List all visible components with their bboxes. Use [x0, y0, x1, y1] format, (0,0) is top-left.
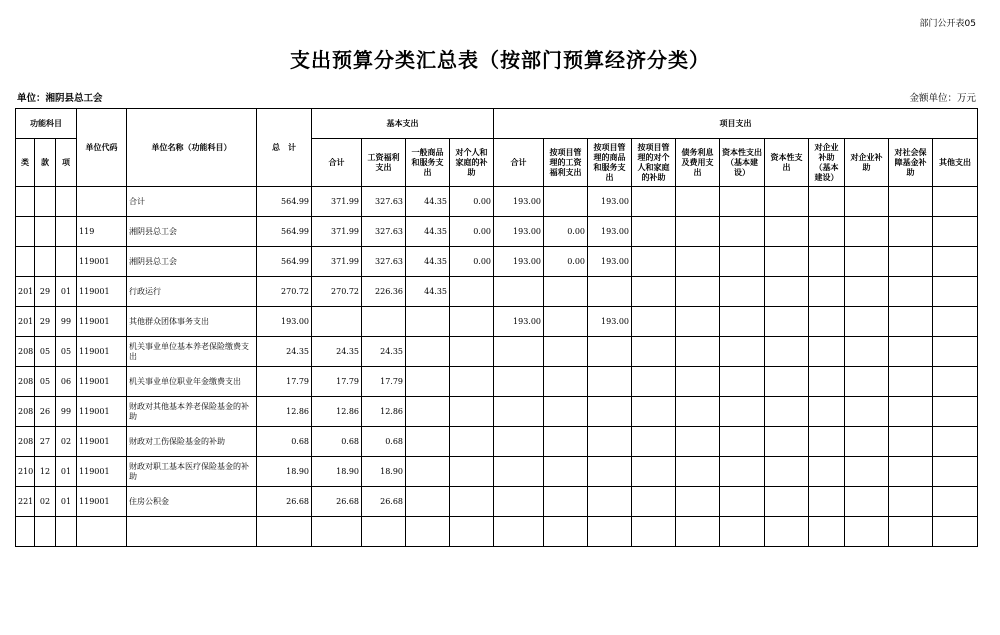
- social-security-cell: [889, 367, 933, 397]
- basic-person-cell: 0.00: [450, 187, 494, 217]
- project-sub-header: 债务利息及费用支出: [676, 139, 720, 187]
- debt-interest-cell: [676, 307, 720, 337]
- debt-interest-cell: [676, 397, 720, 427]
- project-goods-cell: [588, 487, 632, 517]
- xiang-cell: [56, 247, 77, 277]
- unit-name-cell: 其他群众团体事务支出: [127, 307, 257, 337]
- project-total-cell: [494, 367, 544, 397]
- enterprise-infra-cell: [809, 217, 845, 247]
- unit-name-cell: 财政对职工基本医疗保险基金的补助: [127, 457, 257, 487]
- table-row: [16, 187, 978, 217]
- project-sub-header: 对社会保障基金补助: [889, 139, 933, 187]
- basic-wage-cell: 24.35: [362, 337, 406, 367]
- table-row: [16, 217, 978, 247]
- project-person-cell: [632, 427, 676, 457]
- basic-total-cell: 17.79: [312, 367, 362, 397]
- project-wage-cell: 0.00: [544, 247, 588, 277]
- other-cell: [933, 337, 978, 367]
- project-goods-cell: 193.00: [588, 187, 632, 217]
- project-wage-cell: [544, 187, 588, 217]
- basic-total-cell: 371.99: [312, 217, 362, 247]
- lei-cell: 221: [16, 487, 35, 517]
- kuan-cell: 26: [35, 397, 56, 427]
- unit-code-cell: 119001: [77, 247, 127, 277]
- social-security-cell: [889, 337, 933, 367]
- capital-infra-cell: [720, 427, 765, 457]
- table-row: [16, 457, 978, 487]
- basic-expenditure-header: 基本支出: [312, 109, 494, 139]
- debt-interest-cell: [676, 367, 720, 397]
- unit-code-cell: 119001: [77, 487, 127, 517]
- basic-wage-cell: [362, 307, 406, 337]
- basic-total-cell: [312, 307, 362, 337]
- lei-cell: 208: [16, 337, 35, 367]
- amount-unit-label: 金额单位：万元: [909, 93, 976, 104]
- enterprise-infra-cell: [809, 187, 845, 217]
- project-wage-cell: [544, 337, 588, 367]
- basic-total-cell: 12.86: [312, 397, 362, 427]
- unit-name-cell: 湘阴县总工会: [127, 217, 257, 247]
- table-row: [16, 487, 978, 517]
- enterprise-cell: [845, 457, 889, 487]
- social-security-cell: [889, 247, 933, 277]
- project-person-cell: [632, 277, 676, 307]
- project-sub-header: 其他支出: [933, 139, 978, 187]
- capital-infra-cell: [720, 487, 765, 517]
- unit-name-cell: 机关事业单位基本养老保险缴费支出: [127, 337, 257, 367]
- lei-cell: 208: [16, 397, 35, 427]
- project-wage-cell: [544, 487, 588, 517]
- basic-wage-cell: 226.36: [362, 277, 406, 307]
- project-goods-cell: 193.00: [588, 247, 632, 277]
- xiang-cell: 01: [56, 277, 77, 307]
- xiang-cell: 05: [56, 337, 77, 367]
- enterprise-cell: [845, 247, 889, 277]
- other-cell: [933, 397, 978, 427]
- table-row: [16, 397, 978, 427]
- debt-interest-cell: [676, 277, 720, 307]
- unit-code-cell: 119001: [77, 307, 127, 337]
- capital-cell: [765, 307, 809, 337]
- total-cell: 17.79: [257, 367, 312, 397]
- project-goods-cell: 193.00: [588, 307, 632, 337]
- capital-cell: [765, 217, 809, 247]
- basic-person-cell: [450, 277, 494, 307]
- project-goods-cell: [588, 397, 632, 427]
- basic-goods-cell: [406, 487, 450, 517]
- page-title: 支出预算分类汇总表（按部门预算经济分类）: [290, 48, 710, 72]
- project-total-cell: [494, 337, 544, 367]
- enterprise-infra-cell: [809, 307, 845, 337]
- other-cell: [933, 247, 978, 277]
- enterprise-infra-cell: [809, 337, 845, 367]
- project-sub-header: 资本性支出（基本建设）: [720, 139, 765, 187]
- project-goods-cell: [588, 427, 632, 457]
- basic-goods-cell: 44.35: [406, 247, 450, 277]
- project-goods-cell: [588, 277, 632, 307]
- social-security-cell: [889, 427, 933, 457]
- table-row: [16, 307, 978, 337]
- project-person-cell: [632, 397, 676, 427]
- project-total-cell: 193.00: [494, 217, 544, 247]
- total-cell: 26.68: [257, 487, 312, 517]
- enterprise-infra-cell: [809, 487, 845, 517]
- capital-infra-cell: [720, 217, 765, 247]
- unit-code-cell: 119001: [77, 367, 127, 397]
- unit-name-cell: 机关事业单位职业年金缴费支出: [127, 367, 257, 397]
- project-goods-cell: [588, 337, 632, 367]
- enterprise-infra-cell: [809, 397, 845, 427]
- project-total-cell: 193.00: [494, 187, 544, 217]
- project-person-cell: [632, 337, 676, 367]
- total-cell: 564.99: [257, 187, 312, 217]
- project-total-cell: [494, 457, 544, 487]
- kuan-cell: [35, 187, 56, 217]
- capital-cell: [765, 277, 809, 307]
- unit-code-cell: 119001: [77, 397, 127, 427]
- unit-name-cell: 湘阴县总工会: [127, 247, 257, 277]
- other-cell: [933, 457, 978, 487]
- total-cell: 18.90: [257, 457, 312, 487]
- enterprise-cell: [845, 397, 889, 427]
- social-security-cell: [889, 457, 933, 487]
- enterprise-cell: [845, 307, 889, 337]
- enterprise-infra-cell: [809, 367, 845, 397]
- basic-wage-cell: 17.79: [362, 367, 406, 397]
- form-number: 部门公开表05: [919, 19, 976, 29]
- enterprise-cell: [845, 427, 889, 457]
- basic-person-cell: [450, 457, 494, 487]
- other-cell: [933, 217, 978, 247]
- basic-wage-cell: 0.68: [362, 427, 406, 457]
- enterprise-infra-cell: [809, 427, 845, 457]
- basic-sub-header: 一般商品和服务支出: [406, 139, 450, 187]
- unit-code-cell: 119001: [77, 457, 127, 487]
- unit-name-header: 单位名称（功能科目）: [127, 109, 257, 187]
- project-wage-cell: [544, 427, 588, 457]
- basic-person-cell: 0.00: [450, 247, 494, 277]
- basic-goods-cell: [406, 307, 450, 337]
- debt-interest-cell: [676, 217, 720, 247]
- project-total-cell: 193.00: [494, 247, 544, 277]
- project-person-cell: [632, 307, 676, 337]
- xiang-cell: 99: [56, 397, 77, 427]
- basic-total-cell: 0.68: [312, 427, 362, 457]
- lei-cell: 201: [16, 307, 35, 337]
- project-sub-header: 按项目管理的商品和服务支出: [588, 139, 632, 187]
- basic-total-cell: 371.99: [312, 187, 362, 217]
- basic-person-cell: 0.00: [450, 217, 494, 247]
- lei-cell: 210: [16, 457, 35, 487]
- unit-code-cell: 119001: [77, 337, 127, 367]
- lei-cell: 208: [16, 367, 35, 397]
- basic-wage-cell: 26.68: [362, 487, 406, 517]
- total-cell: 564.99: [257, 217, 312, 247]
- project-person-cell: [632, 247, 676, 277]
- project-goods-cell: [588, 367, 632, 397]
- lei-header: 类: [16, 139, 35, 187]
- project-person-cell: [632, 367, 676, 397]
- kuan-header: 款: [35, 139, 56, 187]
- kuan-cell: 27: [35, 427, 56, 457]
- unit-name-cell: 财政对其他基本养老保险基金的补助: [127, 397, 257, 427]
- table-row: [16, 427, 978, 457]
- capital-infra-cell: [720, 367, 765, 397]
- project-total-cell: 193.00: [494, 307, 544, 337]
- project-wage-cell: [544, 367, 588, 397]
- basic-person-cell: [450, 397, 494, 427]
- total-cell: 193.00: [257, 307, 312, 337]
- capital-cell: [765, 367, 809, 397]
- capital-cell: [765, 337, 809, 367]
- unit-name-cell: 住房公积金: [127, 487, 257, 517]
- kuan-cell: 12: [35, 457, 56, 487]
- unit-name-cell: 合计: [127, 187, 257, 217]
- social-security-cell: [889, 217, 933, 247]
- expenditure-table: [15, 108, 978, 547]
- project-goods-cell: 193.00: [588, 217, 632, 247]
- capital-infra-cell: [720, 337, 765, 367]
- other-cell: [933, 367, 978, 397]
- project-person-cell: [632, 487, 676, 517]
- unit-label: 单位：湘阴县总工会: [17, 93, 103, 104]
- project-sub-header: 对企业补助（基本建设）: [809, 139, 845, 187]
- unit-code-cell: [77, 187, 127, 217]
- project-sub-header: 按项目管理的对个人和家庭的补助: [632, 139, 676, 187]
- total-header: 总 计: [257, 109, 312, 187]
- basic-wage-cell: 327.63: [362, 187, 406, 217]
- debt-interest-cell: [676, 427, 720, 457]
- project-sub-header: 对企业补助: [845, 139, 889, 187]
- project-wage-cell: [544, 457, 588, 487]
- enterprise-infra-cell: [809, 457, 845, 487]
- project-expenditure-header: 项目支出: [494, 109, 978, 139]
- unit-code-cell: 119: [77, 217, 127, 247]
- project-wage-cell: [544, 277, 588, 307]
- project-sub-header: 资本性支出: [765, 139, 809, 187]
- xiang-cell: [56, 187, 77, 217]
- total-cell: 270.72: [257, 277, 312, 307]
- project-total-cell: [494, 397, 544, 427]
- basic-sub-header: 工资福利支出: [362, 139, 406, 187]
- total-cell: 0.68: [257, 427, 312, 457]
- basic-person-cell: [450, 307, 494, 337]
- capital-infra-cell: [720, 247, 765, 277]
- capital-cell: [765, 397, 809, 427]
- capital-cell: [765, 427, 809, 457]
- total-cell: 564.99: [257, 247, 312, 277]
- debt-interest-cell: [676, 187, 720, 217]
- debt-interest-cell: [676, 457, 720, 487]
- basic-wage-cell: 18.90: [362, 457, 406, 487]
- project-person-cell: [632, 217, 676, 247]
- basic-goods-cell: 44.35: [406, 187, 450, 217]
- enterprise-cell: [845, 487, 889, 517]
- social-security-cell: [889, 277, 933, 307]
- basic-goods-cell: [406, 367, 450, 397]
- capital-infra-cell: [720, 307, 765, 337]
- xiang-cell: [56, 217, 77, 247]
- kuan-cell: 05: [35, 367, 56, 397]
- basic-goods-cell: 44.35: [406, 217, 450, 247]
- xiang-cell: 02: [56, 427, 77, 457]
- table-row: [16, 277, 978, 307]
- capital-infra-cell: [720, 397, 765, 427]
- xiang-cell: 01: [56, 487, 77, 517]
- unit-code-cell: 119001: [77, 277, 127, 307]
- capital-infra-cell: [720, 277, 765, 307]
- basic-goods-cell: [406, 427, 450, 457]
- func-subject-header: 功能科目: [16, 109, 77, 139]
- enterprise-cell: [845, 187, 889, 217]
- lei-cell: 208: [16, 427, 35, 457]
- xiang-cell: 99: [56, 307, 77, 337]
- blank-row: [16, 517, 978, 547]
- basic-wage-cell: 327.63: [362, 217, 406, 247]
- basic-goods-cell: [406, 457, 450, 487]
- project-wage-cell: [544, 307, 588, 337]
- social-security-cell: [889, 187, 933, 217]
- unit-name-cell: 财政对工伤保险基金的补助: [127, 427, 257, 457]
- other-cell: [933, 427, 978, 457]
- project-wage-cell: 0.00: [544, 217, 588, 247]
- basic-person-cell: [450, 367, 494, 397]
- basic-total-cell: 18.90: [312, 457, 362, 487]
- enterprise-cell: [845, 337, 889, 367]
- basic-sub-header: 合计: [312, 139, 362, 187]
- capital-cell: [765, 247, 809, 277]
- table-row: [16, 247, 978, 277]
- basic-person-cell: [450, 337, 494, 367]
- enterprise-cell: [845, 277, 889, 307]
- kuan-cell: [35, 247, 56, 277]
- enterprise-infra-cell: [809, 247, 845, 277]
- unit-code-cell: 119001: [77, 427, 127, 457]
- basic-total-cell: 270.72: [312, 277, 362, 307]
- project-person-cell: [632, 187, 676, 217]
- xiang-cell: 06: [56, 367, 77, 397]
- basic-person-cell: [450, 487, 494, 517]
- enterprise-cell: [845, 367, 889, 397]
- basic-total-cell: 371.99: [312, 247, 362, 277]
- project-wage-cell: [544, 397, 588, 427]
- capital-cell: [765, 187, 809, 217]
- enterprise-cell: [845, 217, 889, 247]
- kuan-cell: 05: [35, 337, 56, 367]
- basic-person-cell: [450, 427, 494, 457]
- other-cell: [933, 277, 978, 307]
- basic-wage-cell: 12.86: [362, 397, 406, 427]
- basic-goods-cell: [406, 337, 450, 367]
- kuan-cell: 02: [35, 487, 56, 517]
- other-cell: [933, 487, 978, 517]
- project-person-cell: [632, 457, 676, 487]
- project-sub-header: 按项目管理的工资福利支出: [544, 139, 588, 187]
- basic-sub-header: 对个人和家庭的补助: [450, 139, 494, 187]
- table-row: [16, 367, 978, 397]
- project-goods-cell: [588, 457, 632, 487]
- xiang-header: 项: [56, 139, 77, 187]
- lei-cell: [16, 247, 35, 277]
- kuan-cell: [35, 217, 56, 247]
- enterprise-infra-cell: [809, 277, 845, 307]
- capital-infra-cell: [720, 457, 765, 487]
- social-security-cell: [889, 487, 933, 517]
- project-total-cell: [494, 487, 544, 517]
- basic-total-cell: 24.35: [312, 337, 362, 367]
- table-body: [16, 187, 978, 517]
- total-cell: 12.86: [257, 397, 312, 427]
- capital-cell: [765, 487, 809, 517]
- project-total-cell: [494, 277, 544, 307]
- project-total-cell: [494, 427, 544, 457]
- social-security-cell: [889, 397, 933, 427]
- kuan-cell: 29: [35, 277, 56, 307]
- debt-interest-cell: [676, 487, 720, 517]
- other-cell: [933, 307, 978, 337]
- other-cell: [933, 187, 978, 217]
- basic-goods-cell: 44.35: [406, 277, 450, 307]
- lei-cell: [16, 187, 35, 217]
- capital-cell: [765, 457, 809, 487]
- debt-interest-cell: [676, 247, 720, 277]
- basic-goods-cell: [406, 397, 450, 427]
- lei-cell: 201: [16, 277, 35, 307]
- basic-wage-cell: 327.63: [362, 247, 406, 277]
- social-security-cell: [889, 307, 933, 337]
- total-cell: 24.35: [257, 337, 312, 367]
- capital-infra-cell: [720, 187, 765, 217]
- table-row: [16, 337, 978, 367]
- project-sub-header: 合计: [494, 139, 544, 187]
- unit-name-cell: 行政运行: [127, 277, 257, 307]
- debt-interest-cell: [676, 337, 720, 367]
- unit-code-header: 单位代码: [77, 109, 127, 187]
- basic-total-cell: 26.68: [312, 487, 362, 517]
- kuan-cell: 29: [35, 307, 56, 337]
- xiang-cell: 01: [56, 457, 77, 487]
- lei-cell: [16, 217, 35, 247]
